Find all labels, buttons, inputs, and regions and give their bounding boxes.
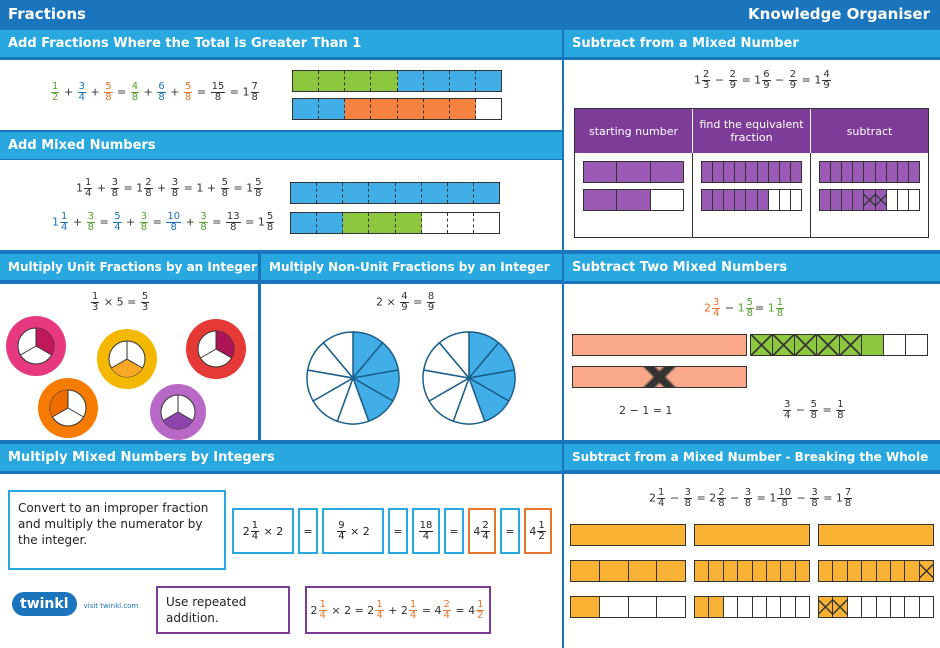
break-row-2: [570, 560, 934, 582]
step-box-3: $\frac{18}{4}$: [412, 508, 440, 554]
mult-mixed-section: [0, 444, 562, 648]
flower-pink: [6, 316, 66, 376]
add-fractions-section: [0, 30, 562, 130]
repeated-text-box: Use repeated addition.: [156, 586, 290, 634]
add-mixed-section: [0, 132, 562, 250]
page-title: Fractions: [8, 5, 86, 23]
flowers-illustration: [0, 314, 258, 440]
flower-yellow: [97, 329, 157, 389]
flower-red: [186, 319, 246, 379]
pie-illustrations: [261, 320, 562, 438]
sub-two-bar-crossed: [572, 366, 747, 388]
add-fractions-heading: Add Fractions Where the Total is Greater Than 1: [0, 30, 562, 57]
sub-mixed-table: [574, 108, 929, 238]
sub-break-equation: 2 $\frac{1}{4}$ − $\frac{3}{8}$ = 2 $\frac{2}{8}$ − $\frac{3}{8}$ = 1 $\frac{10}{8}$ − $\frac{3}{8}$ = 1 $\frac{7}{8}$: [649, 487, 852, 509]
top-bar: [0, 0, 940, 30]
twinkl-logo-text: twinkl: [12, 592, 77, 616]
sub-break-section: [564, 444, 940, 648]
sub-two-right-eq: $\frac{3}{4}$ − $\frac{5}{8}$ = $\frac{1}{8}$: [784, 399, 844, 421]
equals-box-3: =: [444, 508, 464, 554]
mult-nonunit-heading: Multiply Non-Unit Fractions by an Integer: [261, 254, 562, 280]
add-mixed-equation-2: 1 $\frac{1}{4}$ + $\frac{3}{8}$ = $\frac{5}{4}$ + $\frac{3}{8}$ = $\frac{10}{8}$ + $\frac{3}{8}$ = $\frac{13}{8}$ = 1 $\frac{5}{8}$: [52, 211, 274, 233]
sub-mixed-equation: 1 $\frac{2}{3}$ − $\frac{2}{9}$ = 1 $\frac{6}{9}$ − $\frac{2}{9}$ = 1 $\frac{4}{9}$: [694, 69, 830, 91]
step-box-1: 2 $\frac{1}{4}$ × 2: [232, 508, 294, 554]
table-header-starting: starting number: [575, 109, 693, 153]
add-mixed-heading: Add Mixed Numbers: [0, 132, 562, 159]
equals-box-2: =: [388, 508, 408, 554]
add-mixed-bar-1: [290, 182, 500, 204]
twinkl-logo[interactable]: [12, 592, 142, 622]
pie-right: [423, 332, 515, 424]
table-header-equivalent: find the equivalent fraction: [693, 109, 811, 153]
flower-orange: [38, 378, 98, 438]
step-box-2: $\frac{9}{4}$ × 2: [322, 508, 384, 554]
sub-two-section: [564, 254, 940, 440]
mult-unit-section: [0, 254, 258, 440]
sub-two-left-eq: 2 − 1 = 1: [619, 404, 673, 417]
equivalent-bars: [693, 153, 811, 237]
mult-nonunit-section: [261, 254, 562, 440]
sub-mixed-heading: Subtract from a Mixed Number: [564, 30, 940, 57]
repeated-equation-box: 2 $\frac{1}{4}$ × 2 = 2 $\frac{1}{4}$ + 2 $\frac{1}{4}$ = 4 $\frac{2}{4}$ = 4 $\frac{1}{2}$: [305, 586, 491, 634]
add-fractions-bar-1: [292, 70, 502, 92]
mult-unit-equation: $\frac{1}{3}$ × 5 = $\frac{5}{3}$: [92, 291, 149, 313]
step-box-5: 4 $\frac{1}{2}$: [524, 508, 552, 554]
step-box-4: 4 $\frac{2}{4}$: [468, 508, 496, 554]
mult-unit-heading: Multiply Unit Fractions by an Integer: [0, 254, 258, 280]
equals-box-4: =: [500, 508, 520, 554]
sub-two-bar-eighths: [750, 334, 928, 356]
sub-two-heading: Subtract Two Mixed Numbers: [564, 254, 940, 281]
convert-text-box: Convert to an improper fraction and multiply the numerator by the integer.: [8, 490, 226, 570]
sub-two-bar-whole: [572, 334, 747, 356]
break-row-3: [570, 596, 934, 618]
add-mixed-equation-1: 1 $\frac{1}{4}$ + $\frac{3}{8}$ = 1 $\frac{2}{8}$ + $\frac{3}{8}$ = 1 + $\frac{5}{8}$ = 1 $\frac{5}{8}$: [76, 177, 262, 199]
mult-mixed-heading: Multiply Mixed Numbers by Integers: [0, 444, 562, 471]
break-row-1: [570, 524, 934, 546]
starting-bars: [575, 153, 693, 237]
subtract-bars: [811, 153, 928, 237]
pie-left: [307, 332, 399, 424]
flower-purple: [150, 384, 206, 440]
table-header-subtract: subtract: [846, 124, 893, 138]
add-fractions-equation: $\frac{1}{2}$ + $\frac{3}{4}$ + $\frac{5}{8}$ = $\frac{4}{8}$ + $\frac{6}{8}$ + $\frac{5}{8}$ = $\frac{15}{8}$ = 1 $\frac{7}{8}$: [52, 81, 258, 103]
add-fractions-bar-2: [292, 98, 502, 120]
twinkl-url: visit twinkl.com: [83, 602, 139, 610]
page-subtitle: Knowledge Organiser: [748, 5, 930, 23]
add-mixed-bar-2: [290, 212, 500, 234]
mult-nonunit-equation: 2 × $\frac{4}{9}$ = $\frac{8}{9}$: [376, 291, 435, 313]
equals-box-1: =: [298, 508, 318, 554]
sub-mixed-section: [564, 30, 940, 250]
sub-two-equation: 2 $\frac{3}{4}$ − 1 $\frac{5}{8}$ = 1 $\frac{1}{8}$: [704, 297, 784, 319]
sub-break-heading: Subtract from a Mixed Number - Breaking the Whole: [564, 444, 940, 470]
